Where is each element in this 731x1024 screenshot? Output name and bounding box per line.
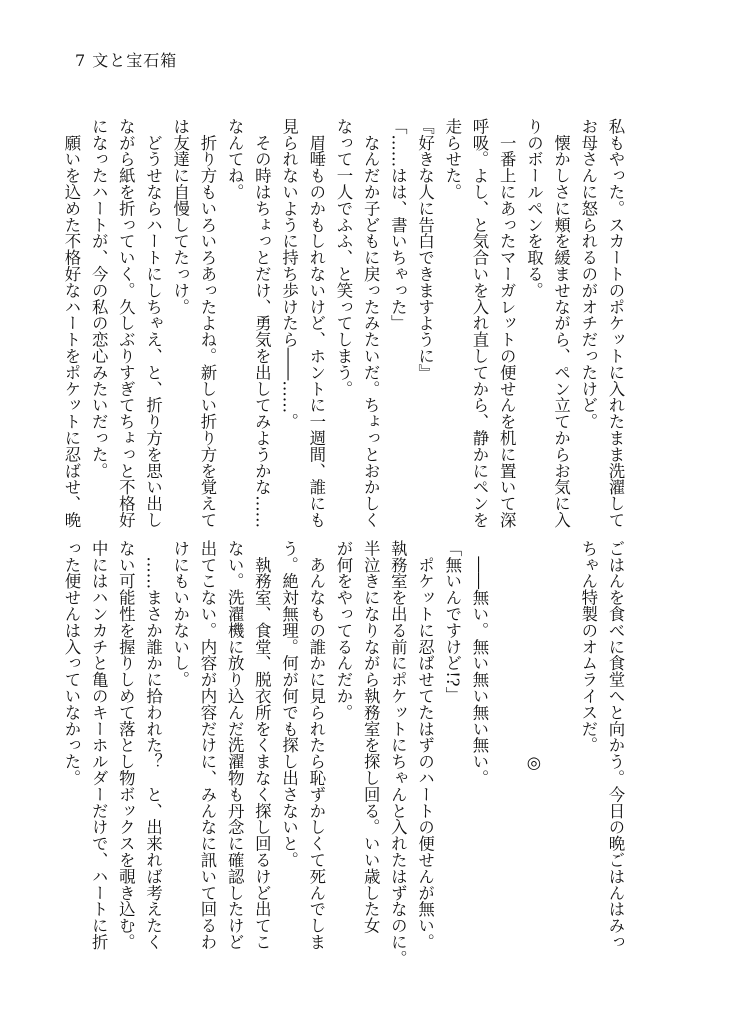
- lower-text-block: [61, 540, 629, 967]
- text-line: [547, 540, 574, 940]
- text-line: 折り方もいろいろあったよね。新しい折り方を覚えて: [197, 118, 217, 528]
- text-line: ない可能性を握りしめて落とし物ボックスを覗き込む。: [116, 540, 136, 950]
- text-line: ながら紙を折っていく。久しぶりすぎてちょっと不格好: [116, 118, 136, 528]
- text-line: った便せんは入っていなかった。: [61, 540, 81, 786]
- text-line: 眉唾ものかもしれないけど、ホントに一週間、誰にも: [306, 118, 326, 528]
- text-line: りのボールペンを取る。: [524, 118, 544, 299]
- text-line: ごはんを食べに食堂へと向かう。今日の晩ごはんはみっ: [606, 540, 625, 950]
- page-header: 7 文と宝石箱: [75, 51, 178, 70]
- text-line: は友達に自慢してたっけ。: [170, 118, 190, 315]
- text-line: 呼吸。よし、と気合いを入れ直してから、静かにペンを: [469, 118, 489, 528]
- text-line: どうせならハートにしちゃえ、と、折り方を思い出し: [143, 118, 163, 528]
- text-line: 「……はは、書いちゃった」: [388, 118, 408, 332]
- text-line: が何をやってるんだか。: [333, 540, 353, 721]
- text-line: [493, 540, 520, 940]
- text-line: 『好きな人に告白できますように』: [415, 118, 435, 381]
- text-line: ポケットに忍ばせてたはずのハートの便せんが無い。: [415, 540, 435, 950]
- text-line: 私もやった。スカートのポケットに入れたまま洗濯して: [606, 118, 625, 528]
- text-line: ない。洗濯機に放り込んだ洗濯物も丹念に確認したけど: [225, 540, 245, 950]
- text-line: お母さんに怒られるのがオチだったけど。: [578, 118, 598, 430]
- text-line: なんだか子どもに戻ったみたいだ。ちょっとおかしく: [361, 118, 381, 528]
- text-line: 中にはハンカチと亀のキーホルダーだけで、ハートに折: [89, 540, 109, 950]
- text-line: なって一人でふふ、と笑ってしまう。: [333, 118, 353, 397]
- text-line: う。絶対無理。何が何でも探し出さないと。: [279, 540, 299, 868]
- text-line: あんなもの誰かに見られたら恥ずかしくて死んでしま: [306, 540, 326, 950]
- text-line: 出てこない。内容が内容だけに、みんなに訊いて回るわ: [197, 540, 217, 950]
- upper-text-block: [61, 118, 629, 528]
- text-line: ……まさか誰かに拾われた？ と、出来れば考えたく: [143, 540, 163, 950]
- text-line: 走らせた。: [442, 118, 462, 200]
- text-line: 願いを込めた不格好なハートをポケットに忍ばせ、晩: [61, 118, 81, 528]
- text-line: ちゃん特製のオムライスだ。: [578, 540, 598, 754]
- text-line: 執務室を出る前にポケットにちゃんと入れたはずなのに。: [388, 540, 408, 967]
- text-line: 一番上にあったマーガレットの便せんを机に置いて深: [497, 118, 517, 528]
- text-line: 見られないように持ち歩けたら――……。: [279, 118, 299, 430]
- text-line: なんてね。: [225, 118, 245, 200]
- text-line: けにもいかないし。: [170, 540, 190, 688]
- text-line: 懐かしさに頬を緩ませながら、ペン立てからお気に入: [551, 118, 571, 528]
- text-line: ――無い。無い無い無い無い。: [469, 540, 489, 786]
- text-line: 「無いんですけど!?」: [442, 540, 462, 703]
- text-line: になったハートが、今の私の恋心みたいだった。: [89, 118, 109, 479]
- text-line: 執務室、食堂、脱衣所をくまなく探し回るけど出てこ: [252, 540, 272, 950]
- text-line: ◎: [524, 540, 544, 773]
- text-line: 半泣きになりながら執務室を探し回る。いい歳した女: [361, 540, 381, 934]
- text-line: その時はちょっとだけ、勇気を出してみようかな……: [252, 118, 272, 528]
